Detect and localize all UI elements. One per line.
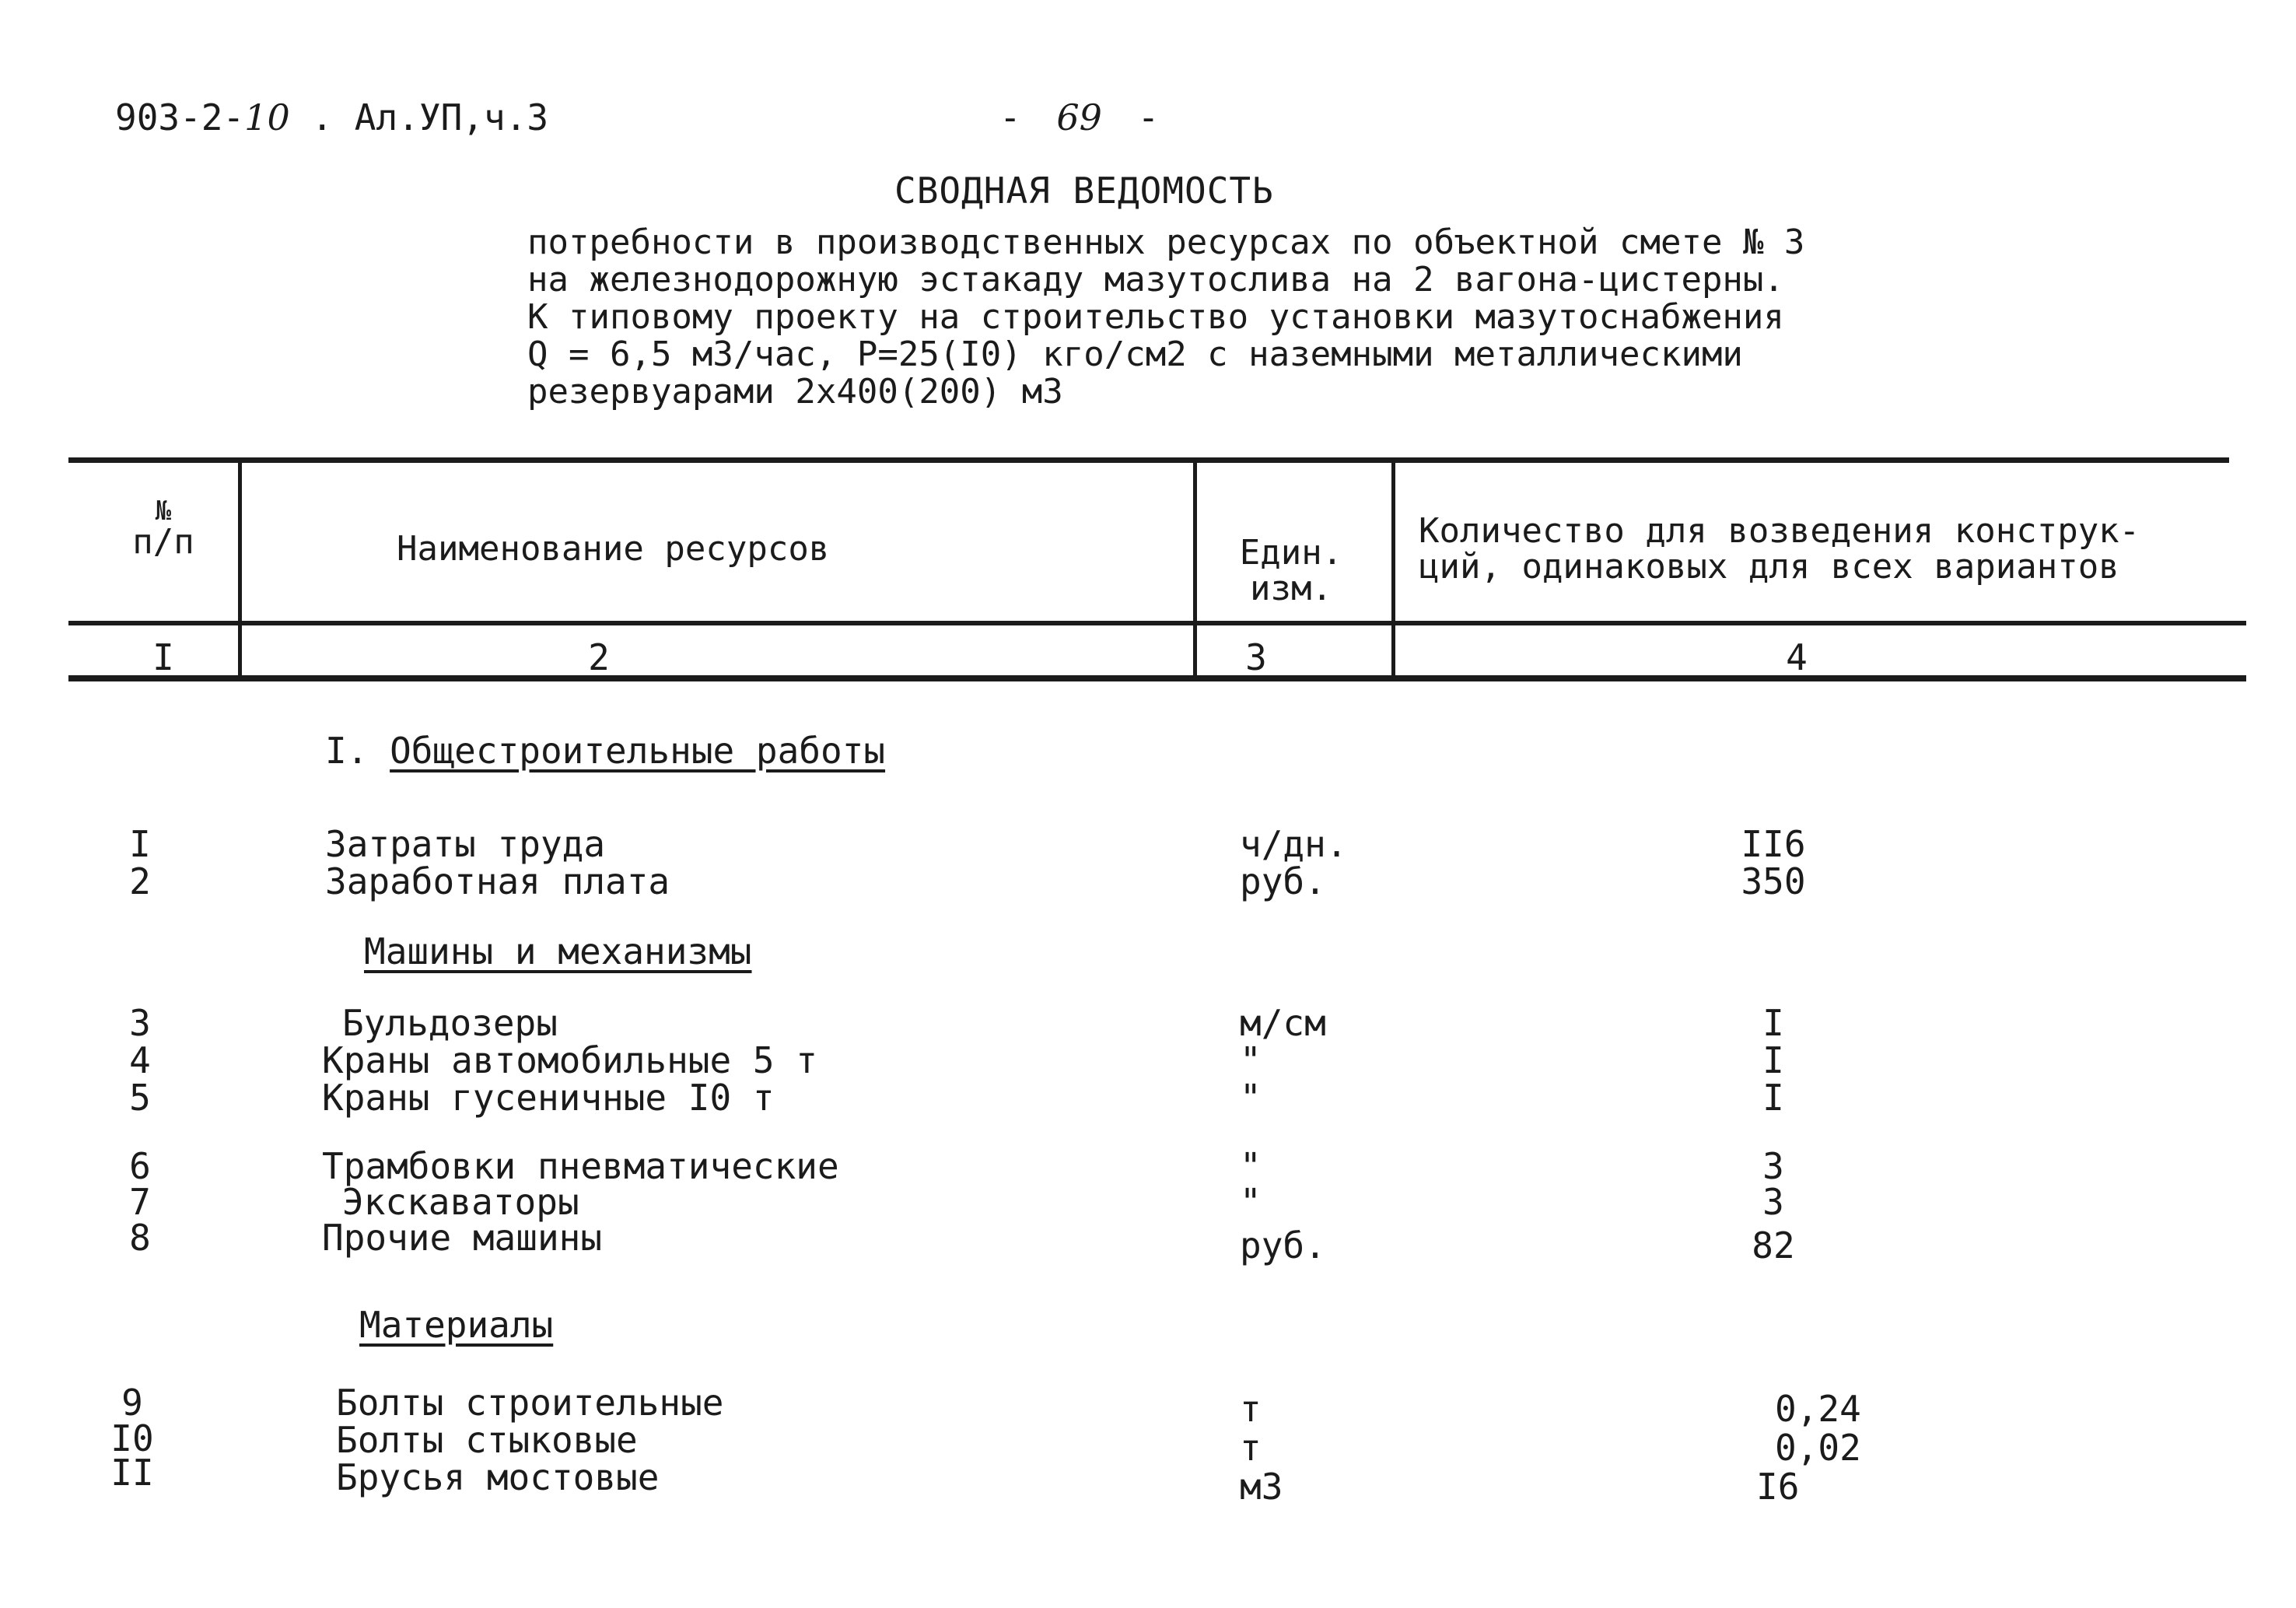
section-machines: Машины и механизмы xyxy=(364,930,752,972)
qty-label-line1: Количество для возведения конструк- xyxy=(1419,511,2140,551)
row-name: Брусья мостовые xyxy=(336,1456,660,1498)
row-unit: руб. xyxy=(1240,1224,1326,1266)
row-qty: I xyxy=(1762,1002,1784,1044)
row-num: 4 xyxy=(129,1039,151,1081)
col-number-bottom-rule xyxy=(68,675,2246,681)
subtitle-line: резервуарами 2х400(200) м3 xyxy=(527,372,1063,412)
section-materials: Материалы xyxy=(359,1304,554,1346)
col-number-2: 2 xyxy=(588,636,610,678)
col-divider-1 xyxy=(238,463,242,675)
row-num: 3 xyxy=(129,1002,151,1044)
row-num: II xyxy=(110,1452,154,1494)
col-header-num xyxy=(101,498,226,560)
row-name: Болты стыковые xyxy=(336,1419,638,1461)
row-num: I0 xyxy=(110,1417,154,1459)
row-qty: 82 xyxy=(1752,1224,1795,1266)
row-name: Затраты труда xyxy=(325,823,606,865)
row-name: Краны гусеничные I0 т xyxy=(322,1077,775,1119)
document-code xyxy=(115,96,548,138)
row-name: Заработная плата xyxy=(325,860,670,902)
col-header-qty xyxy=(1419,513,2140,585)
table-top-rule xyxy=(68,457,2229,463)
page-number-block xyxy=(999,96,1159,138)
page-dash-right: - xyxy=(1137,96,1160,138)
unit-label-line2: изм. xyxy=(1250,569,1332,608)
row-num: 5 xyxy=(129,1077,151,1119)
subtitle-line: потребности в производственных ресурсах по объектной смете № 3 xyxy=(527,222,1805,262)
page-number: 69 xyxy=(1056,96,1102,138)
qty-label-line2: ций, одинаковых для всех вариантов xyxy=(1419,547,2119,587)
row-unit: ч/дн. xyxy=(1240,823,1348,865)
doc-code-handwritten: 10 xyxy=(244,96,290,138)
col-divider-2 xyxy=(1193,463,1197,675)
subtitle-line: Q = 6,5 м3/час, Р=25(I0) кго/см2 с наземными металлическими xyxy=(527,335,1743,374)
row-num: 7 xyxy=(129,1181,151,1223)
row-unit: " xyxy=(1240,1145,1262,1187)
subtitle-line: на железнодорожную эстакаду мазутослива на 2 вагона-цистерны. xyxy=(527,260,1784,300)
section-general-construction xyxy=(325,730,885,772)
col-number-1: I xyxy=(152,636,174,678)
row-qty: II6 xyxy=(1741,823,1806,865)
row-unit: т xyxy=(1240,1388,1262,1430)
num-label: п/п xyxy=(132,522,194,562)
row-name: Болты строительные xyxy=(336,1382,724,1424)
subtitle-line: К типовому проекту на строительство установки мазутоснабжения xyxy=(527,297,1784,337)
row-qty: I6 xyxy=(1756,1466,1800,1508)
row-qty: 0,02 xyxy=(1775,1427,1861,1469)
row-num: 2 xyxy=(129,860,151,902)
doc-section: . Ал.УП,ч.3 xyxy=(311,96,549,138)
section-title: Общестроительные работы xyxy=(390,730,886,772)
row-name: Экскаваторы xyxy=(342,1181,579,1223)
col-number-3: 3 xyxy=(1245,636,1267,678)
doc-code-text: 903-2- xyxy=(115,96,245,138)
header-bottom-rule xyxy=(68,621,2246,625)
col-number-4: 4 xyxy=(1786,636,1808,678)
row-qty: 350 xyxy=(1741,860,1806,902)
section-number: I. xyxy=(325,730,369,772)
page-dash-left: - xyxy=(999,96,1021,138)
page-title: СВОДНАЯ ВЕДОМОСТЬ xyxy=(894,170,1274,212)
row-qty: I xyxy=(1762,1039,1784,1081)
row-name: Бульдозеры xyxy=(342,1002,558,1044)
subtitle xyxy=(527,224,1804,411)
row-unit: м3 xyxy=(1240,1466,1283,1508)
row-unit: " xyxy=(1240,1039,1262,1081)
row-name: Прочие машины xyxy=(322,1217,603,1259)
row-qty: 3 xyxy=(1762,1181,1784,1223)
row-num: 8 xyxy=(129,1217,151,1259)
row-unit: руб. xyxy=(1240,860,1326,902)
num-sign: № xyxy=(155,496,172,527)
row-unit: " xyxy=(1240,1181,1262,1223)
row-qty: 3 xyxy=(1762,1145,1784,1187)
row-num: I xyxy=(129,823,151,865)
col-header-unit xyxy=(1213,535,1369,607)
row-name: Трамбовки пневматические xyxy=(322,1145,839,1187)
row-qty: 0,24 xyxy=(1775,1388,1861,1430)
col-header-name: Наименование ресурсов xyxy=(397,529,830,569)
row-unit: т xyxy=(1240,1427,1262,1469)
row-num: 6 xyxy=(129,1145,151,1187)
row-qty: I xyxy=(1762,1077,1784,1119)
row-name: Краны автомобильные 5 т xyxy=(322,1039,817,1081)
row-unit: " xyxy=(1240,1077,1262,1119)
unit-label-line1: Един. xyxy=(1239,533,1343,573)
row-num: 9 xyxy=(121,1382,143,1424)
row-unit: м/см xyxy=(1240,1002,1326,1044)
col-divider-3 xyxy=(1391,463,1395,675)
